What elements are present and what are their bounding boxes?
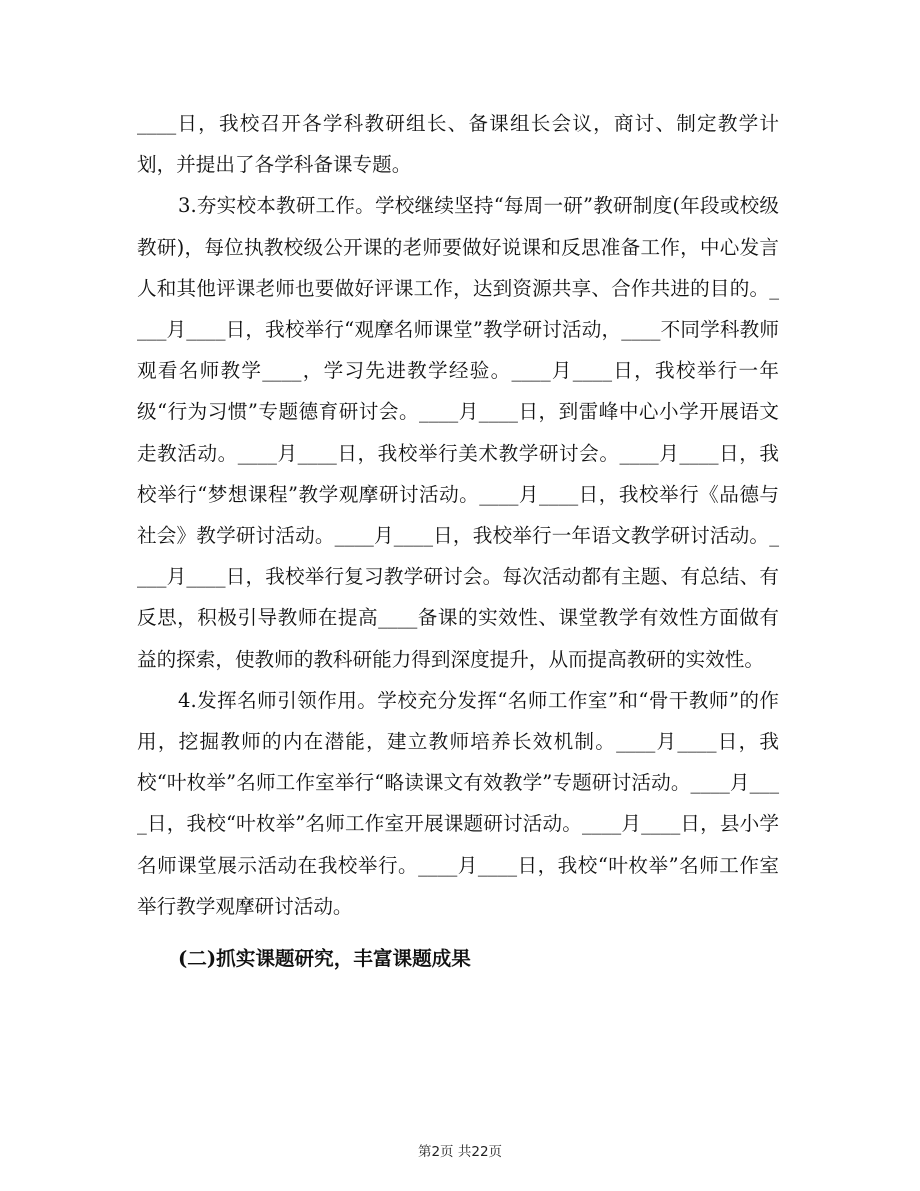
- section-heading: (二)抓实课题研究，丰富课题成果: [178, 947, 471, 971]
- page-number-footer: 第2页 共22页: [417, 1144, 503, 1160]
- paragraph-school-research: 3.夯实校本教研工作。学校继续坚持“每周一研”教研制度(年段或校级教研)，每位执教校级公开课的老师要做好说课和反思准备工作，中心发言人和其他评课老师也要做好评课工作，达到资源共享、合作共进的目的。____月____日，我校举行“观摩名师课堂”教学研讨活动，____不同学科教师观看名师教学____，学习先进教学经验。____月____日，我校举行一年级“行为习惯”专题德育研讨会。____月____日，到雷峰中心小学开展语文走教活动。____月____日，我校举行美术教学研讨会。____月____日，我校举行“梦想课程”教学观摩研讨活动。____月____日，我校举行《品德与社会》教学研讨活动。____月____日，我校举行一年语文教学研讨活动。____月____日，我校举行复习教学研讨会。每次活动都有主题、有总结、有反思，积极引导教师在提高____备课的实效性、课堂教学有效性方面做有益的探索，使教师的教科研能力得到深度提升，从而提高教研的实效性。: [137, 194, 779, 671]
- document-body: [137, 103, 779, 979]
- paragraph-master-teacher: 4.发挥名师引领作用。学校充分发挥“名师工作室”和“骨干教师”的作用，挖掘教师的内在潜能，建立教师培养长效机制。____月____日，我校“叶枚举”名师工作室举行“略读课文有效教学”专题研讨活动。____月____日，我校“叶枚举”名师工作室开展课题研讨活动。____月____日，县小学名师课堂展示活动在我校举行。____月____日，我校“叶枚举”名师工作室举行教学观摩研讨活动。: [137, 688, 779, 918]
- paragraph-continuation: ____日，我校召开各学科教研组长、备课组长会议，商讨、制定教学计划，并提出了各学科备课专题。: [137, 112, 779, 177]
